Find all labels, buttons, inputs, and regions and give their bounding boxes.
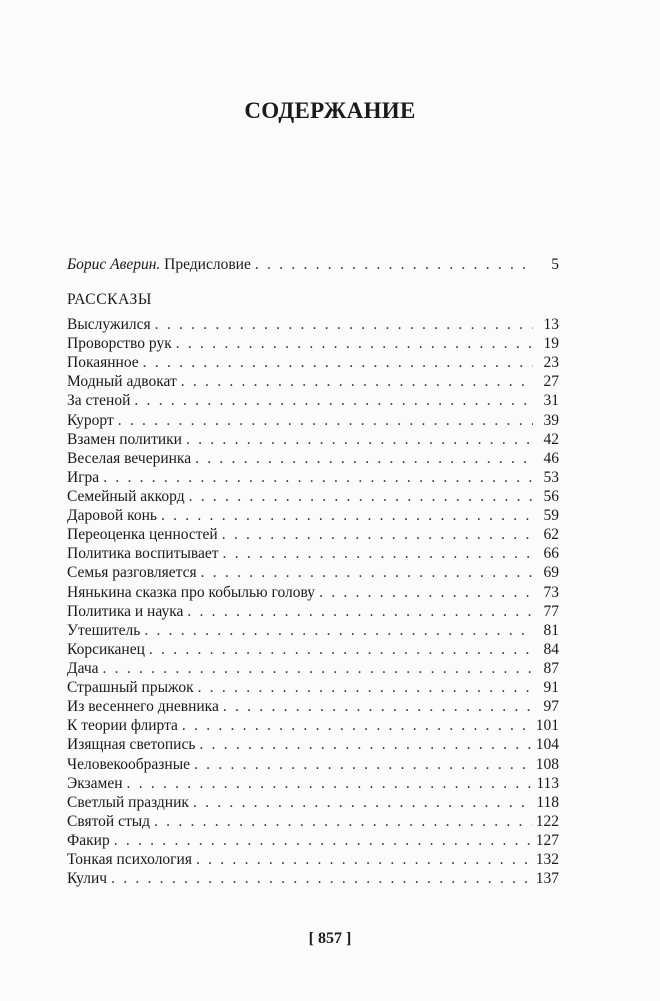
toc-entry-title: За стеной	[67, 392, 131, 410]
dot-leader	[255, 255, 533, 274]
toc-entry-title: Даровой конь	[67, 507, 157, 525]
page-title: СОДЕРЖАНИЕ	[244, 98, 416, 123]
dot-leader	[199, 735, 531, 754]
toc-entry-title: Дача	[67, 659, 99, 677]
toc-entry-title: Корсиканец	[67, 640, 145, 658]
toc-entry-page: 23	[543, 354, 559, 372]
toc-entry-title: Святой стыд	[67, 812, 151, 830]
dot-leader	[127, 774, 533, 793]
toc-entry-title: Изящная светопись	[67, 736, 196, 754]
toc-entry-title: Кулич	[67, 870, 108, 888]
toc-entry-page: 59	[543, 507, 559, 525]
toc-entry-title: Нянькина сказка про кобылью голову	[67, 583, 316, 601]
toc-entry-page: 46	[543, 449, 559, 467]
dot-leader	[319, 583, 533, 602]
toc-entry	[67, 869, 559, 888]
toc-entry	[67, 544, 559, 563]
toc-entry-title: Политика воспитывает	[67, 545, 219, 563]
toc-entry	[67, 449, 559, 468]
preface-author: Борис Аверин.	[67, 256, 161, 273]
toc-entry-title: Страшный прыжок	[67, 679, 194, 697]
toc-entry-page: 77	[543, 602, 559, 620]
toc-entry-page: 66	[543, 545, 559, 563]
dot-leader	[144, 621, 533, 640]
toc-entry-page: 73	[543, 583, 559, 601]
dot-leader	[187, 602, 533, 621]
toc-entry-page: 62	[543, 526, 559, 544]
toc-entry-title: Политика и наука	[67, 602, 184, 620]
toc-entry	[67, 735, 559, 754]
toc-entry-title: Курорт	[67, 411, 114, 429]
toc-entry	[67, 468, 559, 487]
toc-entry-title: Экзамен	[67, 774, 123, 792]
toc-entry-title: Из весеннего дневника	[67, 698, 219, 716]
toc-entry-page: 101	[535, 717, 559, 735]
toc-entry	[67, 697, 559, 716]
toc-entry-page: 122	[535, 812, 559, 830]
toc-entry-title: Модный адвокат	[67, 373, 177, 391]
toc-entry-title: К теории флирта	[67, 717, 178, 735]
dot-leader	[134, 391, 533, 410]
toc-entry	[67, 774, 559, 793]
dot-leader	[195, 449, 533, 468]
dot-leader	[193, 793, 532, 812]
toc-entry-page: 84	[543, 640, 559, 658]
toc-entry-page: 118	[536, 793, 559, 811]
toc-entry-title: Проворство рук	[67, 335, 172, 353]
toc-entry-title: Семейный аккорд	[67, 487, 185, 505]
toc-entry-page: 104	[535, 736, 559, 754]
toc-entry-title: Факир	[67, 831, 110, 849]
toc-entry-page: 56	[543, 487, 559, 505]
toc-entry-title: Тонкая психология	[67, 851, 192, 869]
toc-entry-title: Светлый праздник	[67, 793, 189, 811]
toc-entry	[67, 411, 559, 430]
dot-leader	[189, 487, 533, 506]
toc-entry	[67, 563, 559, 582]
dot-leader	[161, 506, 533, 525]
dot-leader	[223, 544, 533, 563]
dot-leader	[223, 697, 533, 716]
toc-entry-title: Веселая вечеринка	[67, 449, 192, 467]
toc-entry-title: Выслужился	[67, 316, 151, 333]
dot-leader	[111, 869, 532, 888]
dot-leader	[222, 525, 533, 544]
dot-leader	[182, 716, 532, 735]
toc-entry	[67, 315, 559, 334]
toc-entry-page: 19	[543, 335, 559, 353]
toc-entry	[67, 640, 559, 659]
toc-entry-page: 87	[543, 659, 559, 677]
toc-entry	[67, 487, 559, 506]
toc-entry-page: 27	[543, 373, 559, 391]
preface-title: Предисловие	[164, 256, 251, 273]
toc-entry-page: 81	[543, 621, 559, 639]
toc-entry	[67, 334, 559, 353]
toc-entry	[67, 602, 559, 621]
dot-leader	[196, 850, 532, 869]
toc-entry-page: 31	[543, 392, 559, 410]
toc-entry-title: Человекообразные	[67, 755, 191, 773]
toc-entry	[67, 850, 559, 869]
dot-leader	[143, 353, 533, 372]
toc-entry	[67, 621, 559, 640]
dot-leader	[103, 659, 533, 678]
toc-entry-page: 108	[535, 755, 559, 773]
toc-entry	[67, 430, 559, 449]
toc-entry	[67, 391, 559, 410]
toc-entry-title	[67, 255, 251, 274]
dot-leader	[154, 812, 532, 831]
dot-leader	[194, 755, 532, 774]
toc-entry-page: 113	[536, 774, 559, 792]
toc-entry	[67, 831, 559, 850]
toc-entry	[67, 755, 559, 774]
page-number: [ 857 ]	[308, 930, 352, 947]
dot-leader	[155, 315, 533, 334]
toc-entry-preface	[67, 255, 559, 274]
toc-entry-title: Взамен политики	[67, 430, 182, 448]
toc-entry-title: Переоценка ценностей	[67, 526, 218, 544]
dot-leader	[201, 563, 533, 582]
toc-entry	[67, 372, 559, 391]
toc-entry	[67, 506, 559, 525]
dot-leader	[103, 468, 533, 487]
dot-leader	[114, 831, 532, 850]
toc-entry-page: 5	[551, 256, 559, 273]
toc-entry	[67, 716, 559, 735]
toc-entry-title: Покаянное	[67, 354, 139, 372]
dot-leader	[186, 430, 533, 449]
toc-entry-page: 97	[543, 698, 559, 716]
dot-leader	[181, 372, 533, 391]
toc-entry-page: 132	[535, 851, 559, 869]
toc-entry-page: 137	[535, 870, 559, 888]
toc-entry-page: 42	[543, 430, 559, 448]
section-heading: РАССКАЗЫ	[67, 291, 152, 308]
dot-leader	[118, 411, 533, 430]
toc-entry	[67, 525, 559, 544]
dot-leader	[198, 678, 533, 697]
toc-entry-page: 127	[535, 831, 559, 849]
toc-entry	[67, 583, 559, 602]
dot-leader	[176, 334, 533, 353]
toc-entry-page: 13	[543, 316, 559, 333]
toc-entry-title: Семья разговляется	[67, 564, 197, 582]
toc-entry-page: 53	[543, 468, 559, 486]
toc-list	[67, 315, 559, 888]
toc-entry	[67, 793, 559, 812]
toc-entry-title: Игра	[67, 468, 100, 486]
toc-entry	[67, 678, 559, 697]
toc-entry	[67, 659, 559, 678]
dot-leader	[149, 640, 533, 659]
toc-entry-page: 39	[543, 411, 559, 429]
toc-entry-page: 69	[543, 564, 559, 582]
toc-entry	[67, 812, 559, 831]
toc-entry	[67, 353, 559, 372]
toc-entry-page: 91	[543, 679, 559, 697]
toc-entry-title: Утешитель	[67, 621, 141, 639]
